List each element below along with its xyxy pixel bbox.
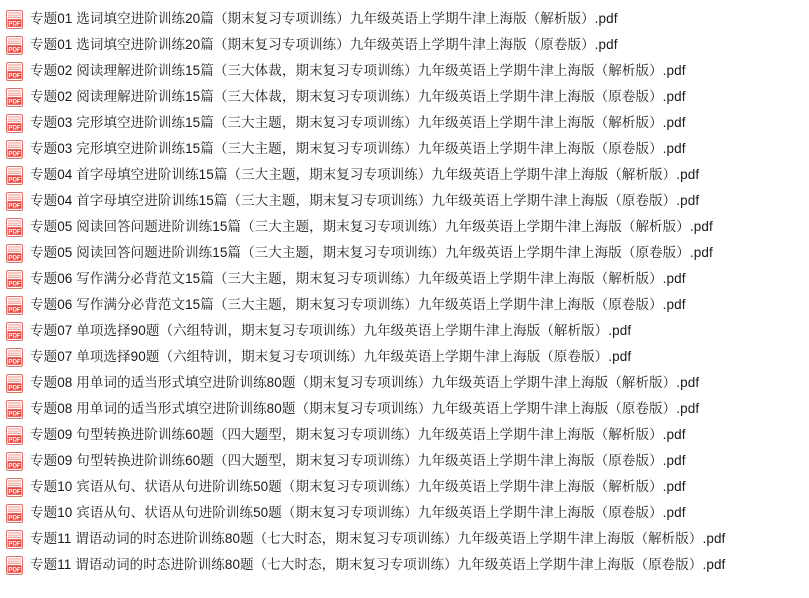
svg-text:PDF: PDF bbox=[8, 175, 21, 183]
svg-text:PDF: PDF bbox=[8, 539, 21, 547]
file-name-label: 专题05 阅读回答问题进阶训练15篇（三大主题，期末复习专项训练）九年级英语上学期牛津上海版（原卷版）.pdf bbox=[30, 245, 713, 260]
svg-text:PDF: PDF bbox=[8, 19, 21, 27]
pdf-file-icon bbox=[6, 504, 23, 523]
file-name-label: 专题01 选词填空进阶训练20篇（期末复习专项训练）九年级英语上学期牛津上海版（原卷版）.pdf bbox=[30, 37, 618, 52]
file-name-label: 专题06 写作满分必背范文15篇（三大主题，期末复习专项训练）九年级英语上学期牛津上海版（解析版）.pdf bbox=[30, 271, 686, 286]
pdf-file-icon bbox=[6, 166, 23, 185]
file-name-label: 专题09 句型转换进阶训练60题（四大题型，期末复习专项训练）九年级英语上学期牛津上海版（解析版）.pdf bbox=[30, 427, 686, 442]
file-list-item[interactable] bbox=[6, 84, 809, 110]
pdf-file-icon bbox=[6, 426, 23, 445]
file-list-item[interactable] bbox=[6, 344, 809, 370]
file-list-item[interactable] bbox=[6, 136, 809, 162]
svg-text:PDF: PDF bbox=[8, 97, 21, 105]
file-name-label: 专题08 用单词的适当形式填空进阶训练80题（期末复习专项训练）九年级英语上学期牛津上海版（原卷版）.pdf bbox=[30, 401, 700, 416]
pdf-file-icon bbox=[6, 244, 23, 263]
file-list-item[interactable] bbox=[6, 6, 809, 32]
file-name-label: 专题02 阅读理解进阶训练15篇（三大体裁，期末复习专项训练）九年级英语上学期牛津上海版（解析版）.pdf bbox=[30, 63, 686, 78]
pdf-file-icon bbox=[6, 296, 23, 315]
pdf-file-icon bbox=[6, 374, 23, 393]
file-name-label: 专题05 阅读回答问题进阶训练15篇（三大主题，期末复习专项训练）九年级英语上学期牛津上海版（解析版）.pdf bbox=[30, 219, 713, 234]
pdf-file-icon bbox=[6, 114, 23, 133]
pdf-file-icon bbox=[6, 218, 23, 237]
svg-text:PDF: PDF bbox=[8, 279, 21, 287]
pdf-file-icon bbox=[6, 88, 23, 107]
file-list-item[interactable] bbox=[6, 32, 809, 58]
file-list-item[interactable] bbox=[6, 370, 809, 396]
svg-text:PDF: PDF bbox=[8, 435, 21, 443]
pdf-file-icon bbox=[6, 322, 23, 341]
svg-text:PDF: PDF bbox=[8, 383, 21, 391]
pdf-file-icon bbox=[6, 348, 23, 367]
file-name-label: 专题09 句型转换进阶训练60题（四大题型，期末复习专项训练）九年级英语上学期牛津上海版（原卷版）.pdf bbox=[30, 453, 686, 468]
pdf-file-icon bbox=[6, 140, 23, 159]
file-list-item[interactable] bbox=[6, 240, 809, 266]
file-name-label: 专题10 宾语从句、状语从句进阶训练50题（期末复习专项训练）九年级英语上学期牛津上海版（原卷版）.pdf bbox=[30, 505, 686, 520]
svg-text:PDF: PDF bbox=[8, 487, 21, 495]
pdf-file-icon bbox=[6, 452, 23, 471]
svg-text:PDF: PDF bbox=[8, 201, 21, 209]
pdf-file-icon bbox=[6, 270, 23, 289]
file-list-item[interactable] bbox=[6, 58, 809, 84]
file-list-item[interactable] bbox=[6, 266, 809, 292]
file-name-label: 专题04 首字母填空进阶训练15篇（三大主题，期末复习专项训练）九年级英语上学期牛津上海版（解析版）.pdf bbox=[30, 167, 700, 182]
pdf-file-icon bbox=[6, 10, 23, 29]
file-name-label: 专题08 用单词的适当形式填空进阶训练80题（期末复习专项训练）九年级英语上学期牛津上海版（解析版）.pdf bbox=[30, 375, 700, 390]
svg-text:PDF: PDF bbox=[8, 409, 21, 417]
file-name-label: 专题04 首字母填空进阶训练15篇（三大主题，期末复习专项训练）九年级英语上学期牛津上海版（原卷版）.pdf bbox=[30, 193, 700, 208]
file-name-label: 专题02 阅读理解进阶训练15篇（三大体裁，期末复习专项训练）九年级英语上学期牛津上海版（原卷版）.pdf bbox=[30, 89, 686, 104]
pdf-file-icon bbox=[6, 36, 23, 55]
file-name-label: 专题11 谓语动词的时态进阶训练80题（七大时态，期末复习专项训练）九年级英语上学期牛津上海版（原卷版）.pdf bbox=[30, 557, 726, 572]
svg-text:PDF: PDF bbox=[8, 71, 21, 79]
file-list-item[interactable] bbox=[6, 422, 809, 448]
file-list-item[interactable] bbox=[6, 318, 809, 344]
svg-text:PDF: PDF bbox=[8, 331, 21, 339]
svg-text:PDF: PDF bbox=[8, 513, 21, 521]
file-list-item[interactable] bbox=[6, 474, 809, 500]
file-name-label: 专题10 宾语从句、状语从句进阶训练50题（期末复习专项训练）九年级英语上学期牛津上海版（解析版）.pdf bbox=[30, 479, 686, 494]
pdf-file-icon bbox=[6, 400, 23, 419]
file-list-item[interactable] bbox=[6, 500, 809, 526]
file-list-item[interactable] bbox=[6, 292, 809, 318]
file-name-label: 专题11 谓语动词的时态进阶训练80题（七大时态，期末复习专项训练）九年级英语上学期牛津上海版（解析版）.pdf bbox=[30, 531, 726, 546]
svg-text:PDF: PDF bbox=[8, 253, 21, 261]
pdf-file-icon bbox=[6, 192, 23, 211]
svg-text:PDF: PDF bbox=[8, 123, 21, 131]
pdf-file-icon bbox=[6, 62, 23, 81]
file-list-item[interactable] bbox=[6, 162, 809, 188]
svg-text:PDF: PDF bbox=[8, 45, 21, 53]
file-list-item[interactable] bbox=[6, 396, 809, 422]
file-name-label: 专题07 单项选择90题（六组特训，期末复习专项训练）九年级英语上学期牛津上海版（解析版）.pdf bbox=[30, 323, 632, 338]
file-list-item[interactable] bbox=[6, 448, 809, 474]
svg-text:PDF: PDF bbox=[8, 227, 21, 235]
file-list-item[interactable] bbox=[6, 552, 809, 578]
file-list-item[interactable] bbox=[6, 214, 809, 240]
file-name-label: 专题03 完形填空进阶训练15篇（三大主题，期末复习专项训练）九年级英语上学期牛津上海版（原卷版）.pdf bbox=[30, 141, 686, 156]
svg-text:PDF: PDF bbox=[8, 357, 21, 365]
svg-text:PDF: PDF bbox=[8, 461, 21, 469]
file-name-label: 专题03 完形填空进阶训练15篇（三大主题，期末复习专项训练）九年级英语上学期牛津上海版（解析版）.pdf bbox=[30, 115, 686, 130]
file-name-label: 专题07 单项选择90题（六组特训，期末复习专项训练）九年级英语上学期牛津上海版（原卷版）.pdf bbox=[30, 349, 632, 364]
pdf-file-icon bbox=[6, 478, 23, 497]
pdf-file-icon bbox=[6, 556, 23, 575]
file-list-item[interactable] bbox=[6, 188, 809, 214]
pdf-file-icon bbox=[6, 530, 23, 549]
file-name-label: 专题01 选词填空进阶训练20篇（期末复习专项训练）九年级英语上学期牛津上海版（解析版）.pdf bbox=[30, 11, 618, 26]
svg-text:PDF: PDF bbox=[8, 149, 21, 157]
file-name-label: 专题06 写作满分必背范文15篇（三大主题，期末复习专项训练）九年级英语上学期牛津上海版（原卷版）.pdf bbox=[30, 297, 686, 312]
svg-text:PDF: PDF bbox=[8, 305, 21, 313]
file-list-item[interactable] bbox=[6, 526, 809, 552]
svg-text:PDF: PDF bbox=[8, 565, 21, 573]
file-list-item[interactable] bbox=[6, 110, 809, 136]
